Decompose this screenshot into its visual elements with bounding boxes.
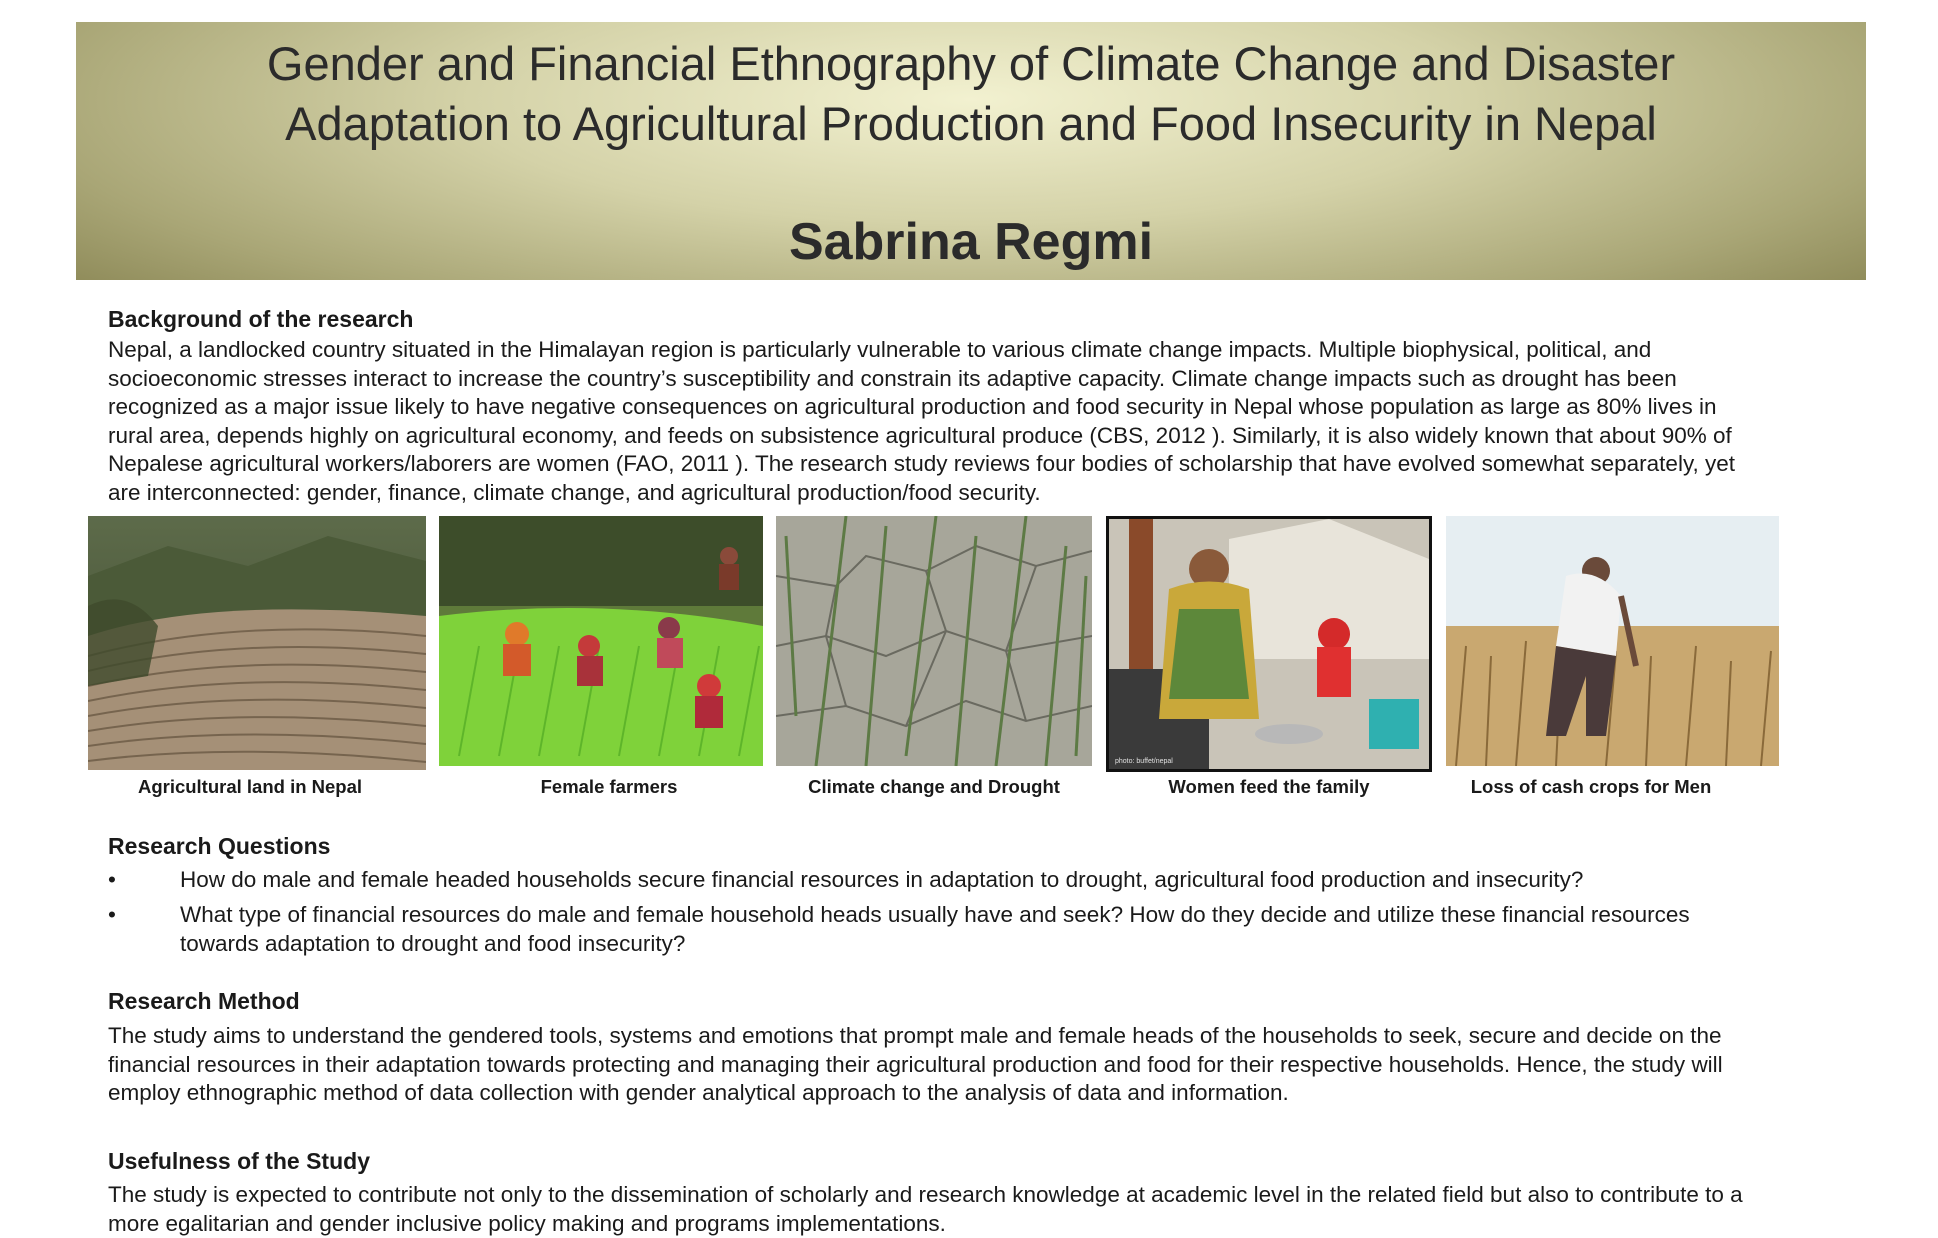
title-line-2: Adaptation to Agricultural Production and Food Insecurity in Nepal: [285, 97, 1657, 150]
caption-cash-crops: Loss of cash crops for Men: [1470, 776, 1712, 797]
method-line: The study aims to understand the gendered tools, systems and emotions that prompt male and female heads of the households to seek, secure and decide on the: [108, 1023, 1722, 1048]
usefulness-line: The study is expected to contribute not only to the dissemination of scholarly and research knowledge at academic level in the related field but also to contribute to a: [108, 1182, 1743, 1207]
background-line: recognized as a major issue likely to have negative consequences on agricultural production and food security in Nepal whose population as large as 80% lives in: [108, 394, 1717, 419]
photo-drought: [776, 516, 1092, 766]
background-line: rural area, depends highly on agricultural economy, and feeds on subsistence agricultural produce (CBS, 2012 ). Similarly, it is also widely known that about 90% of: [108, 422, 1732, 448]
background-line: socioeconomic stresses interact to increase the country’s susceptibility and constrain its adaptive capacity. Climate change impacts such as drought has been: [108, 365, 1677, 391]
background-paragraph: [108, 336, 1838, 507]
background-line: are interconnected: gender, finance, climate change, and agricultural production/food security.: [108, 479, 1041, 505]
method-heading: Research Method: [108, 988, 300, 1014]
usefulness-paragraph: [108, 1181, 1838, 1238]
background-heading: Background of the research: [108, 306, 414, 332]
question-line: What type of financial resources do male and female household heads usually have and seek? How do they decide and utilize these financial resources: [180, 902, 1690, 927]
photo-cash-crops: [1446, 516, 1779, 766]
photo-women-feed-family: [1106, 516, 1432, 772]
usefulness-line: more egalitarian and gender inclusive policy making and programs implementations.: [108, 1210, 946, 1236]
method-line: financial resources in their adaptation towards protecting and managing their agricultural production and food for their respective households. Hence, the study will: [108, 1051, 1723, 1077]
method-paragraph: [108, 1022, 1838, 1108]
question-item: [108, 901, 1868, 961]
caption-drought: Climate change and Drought: [808, 776, 1060, 797]
bullet-dot: •: [108, 867, 116, 892]
photo-agricultural-land: [88, 516, 426, 770]
question-text: [180, 901, 1880, 958]
usefulness-heading: Usefulness of the Study: [108, 1148, 370, 1174]
caption-women-feed-family: Women feed the family: [1168, 776, 1370, 797]
question-text: How do male and female headed households secure financial resources in adaptation to drought, agricultural food production and insecurity?: [180, 867, 1584, 892]
title-line-1: Gender and Financial Ethnography of Climate Change and Disaster: [266, 37, 1676, 90]
questions-heading: Research Questions: [108, 833, 331, 859]
background-line: Nepalese agricultural workers/laborers are women (FAO, 2011 ). The research study reviews four bodies of scholarship that have evolved somewhat separately, yet: [108, 451, 1736, 476]
title-banner: [76, 22, 1866, 280]
question-line: towards adaptation to drought and food insecurity?: [180, 930, 686, 956]
caption-female-farmers: Female farmers: [540, 776, 678, 797]
caption-agricultural-land: Agricultural land in Nepal: [137, 776, 363, 797]
background-line: Nepal, a landlocked country situated in the Himalayan region is particularly vulnerable to various climate change impacts. Multiple biophysical, political, and: [108, 337, 1652, 362]
photo-credit: photo: buffet/nepal: [1115, 758, 1173, 765]
author-name: Sabrina Regmi: [788, 213, 1154, 271]
method-line: employ ethnographic method of data collection with gender analytical approach to the analysis of data and information.: [108, 1080, 1289, 1105]
poster-title: [76, 22, 1866, 154]
photo-female-farmers: [439, 516, 763, 766]
bullet-dot: •: [108, 902, 116, 927]
